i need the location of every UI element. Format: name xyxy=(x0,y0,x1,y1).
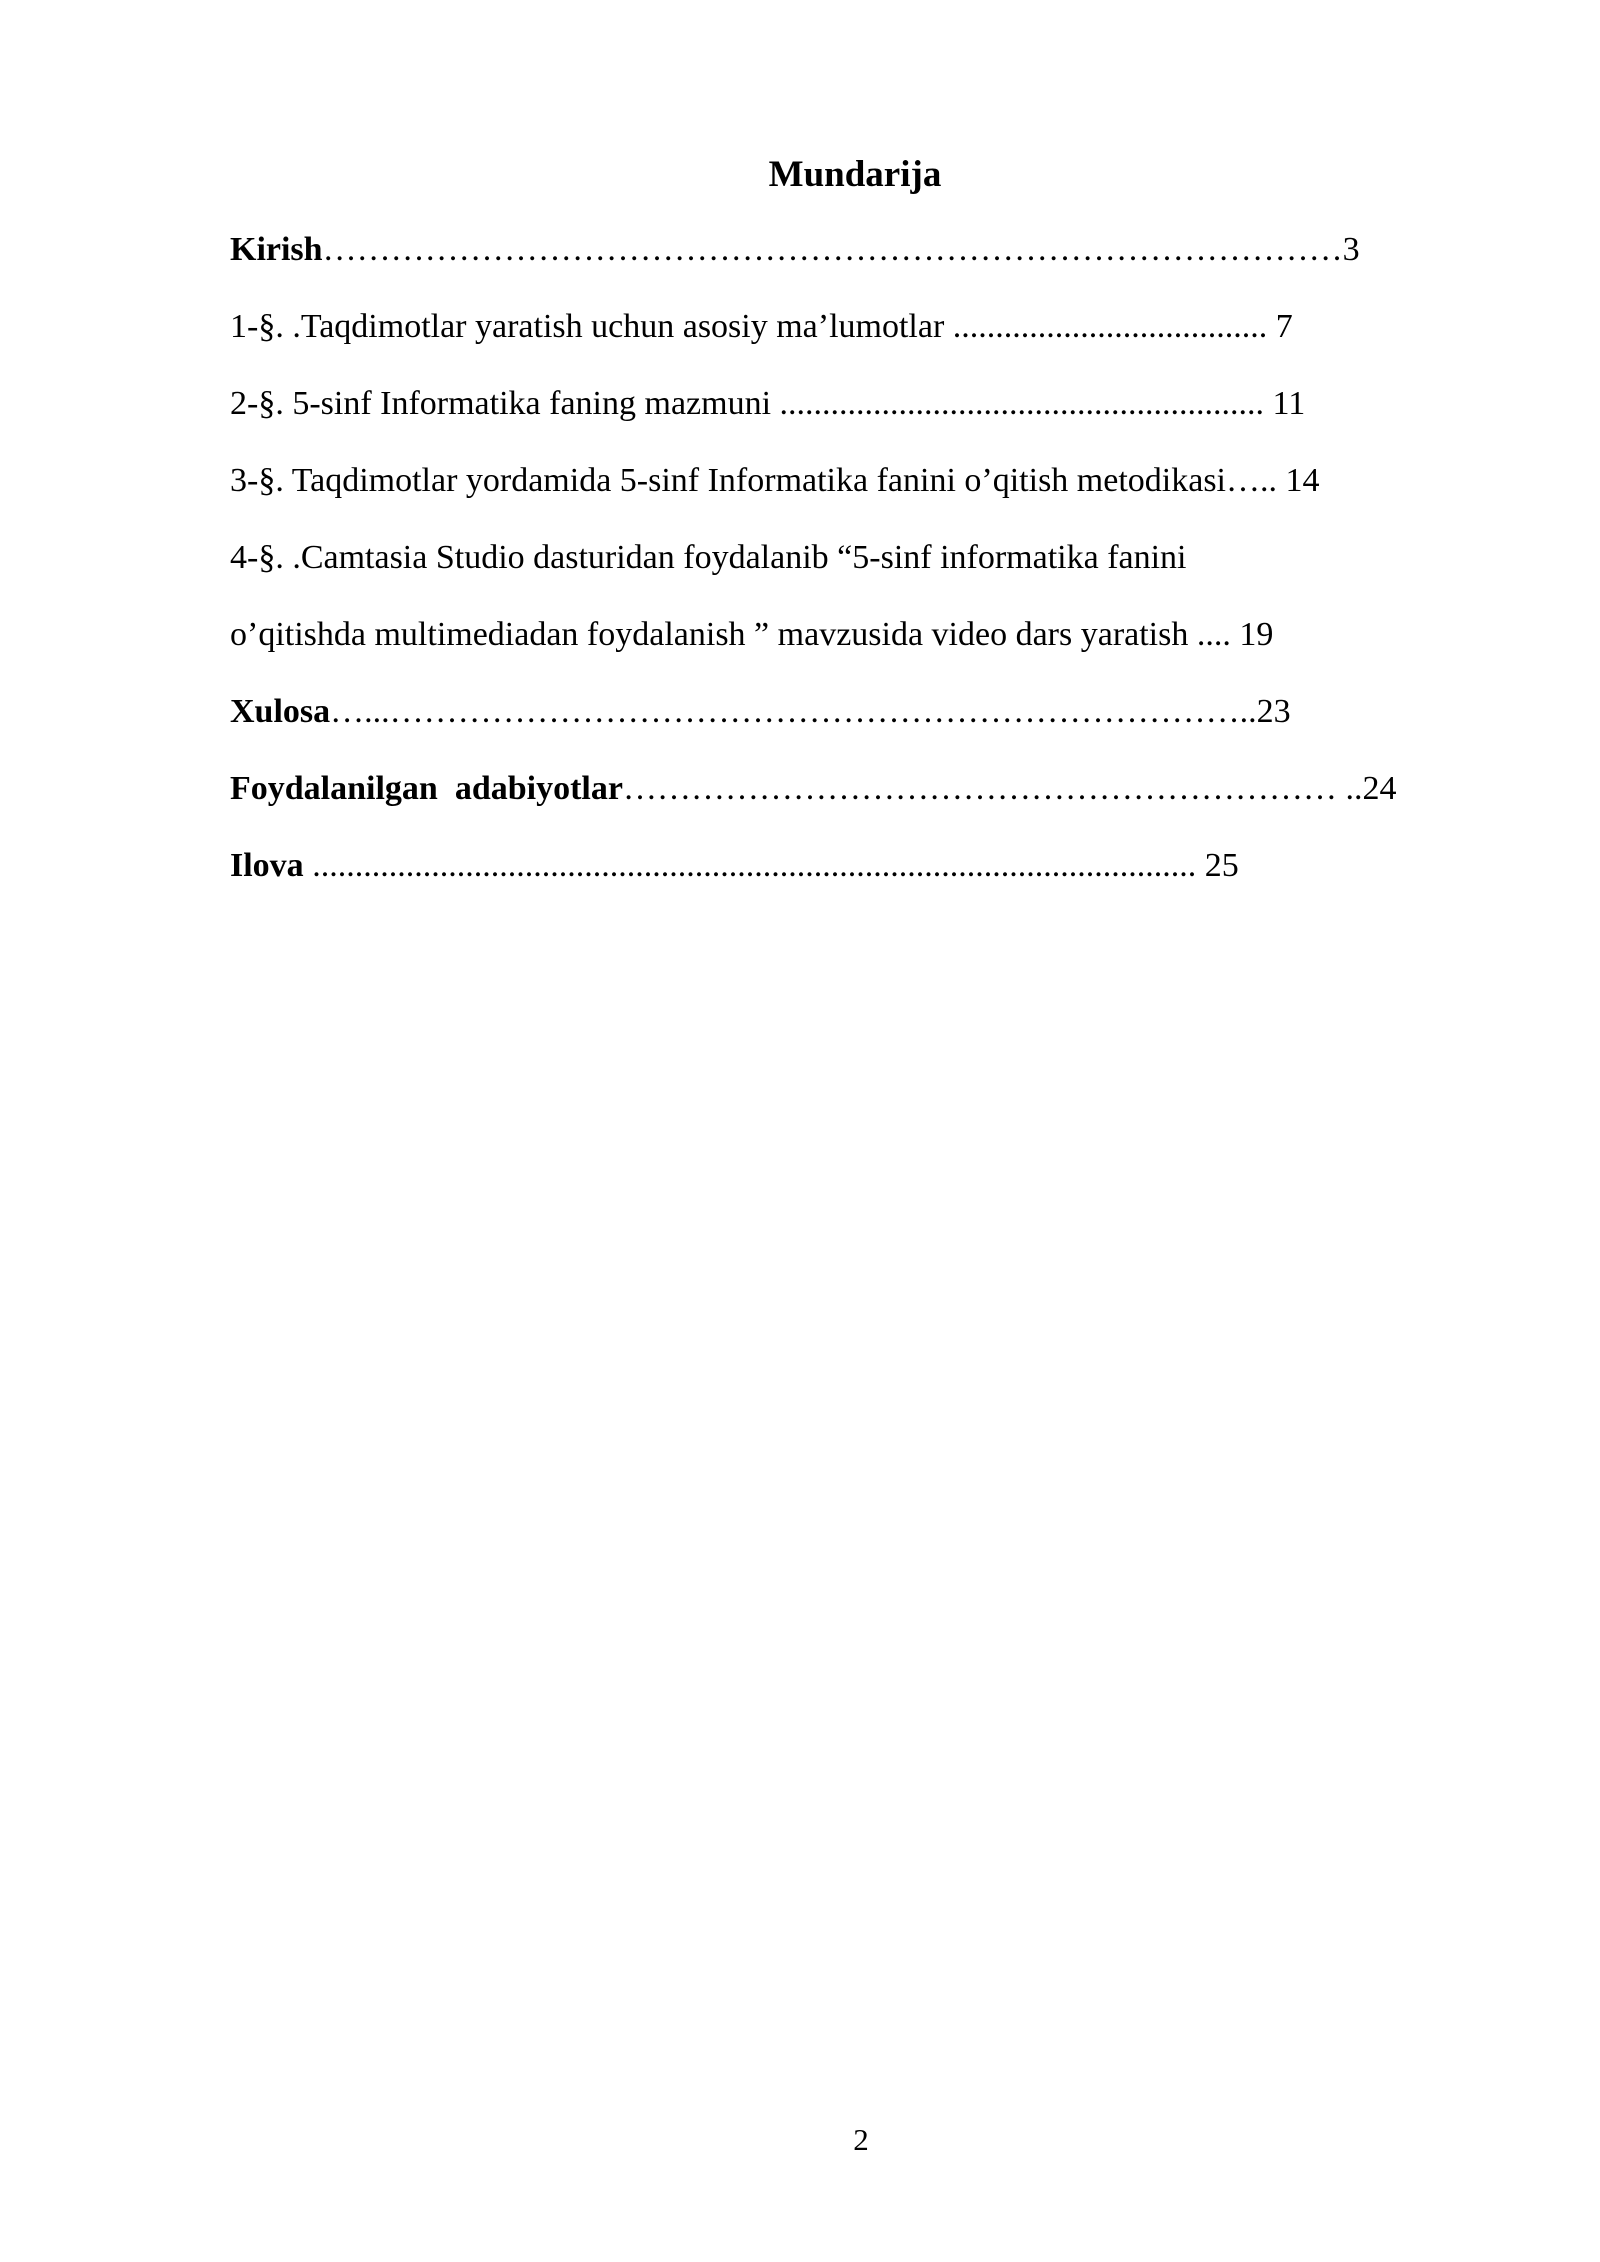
toc-entry-section-2: 2-§. 5-sinf Informatika faning mazmuni ......................................................... 11 xyxy=(230,385,1306,422)
toc-entry-leader: …...…………………………………………………………………..23 xyxy=(330,693,1291,730)
toc-entry-heading: Xulosa xyxy=(230,693,331,730)
toc-entry-foydalanilgan-adabiyotlar xyxy=(230,767,1396,811)
page-title: Mundarija xyxy=(768,154,942,195)
toc-entry-leader: ........................................................................................................ 25 xyxy=(303,847,1239,884)
toc-entry-section-3: 3-§. Taqdimotlar yordamida 5-sinf Informatika fanini o’qitish metodikasi….. 14 xyxy=(230,462,1320,499)
toc-entry-heading: Kirish xyxy=(230,231,323,268)
toc-entry-heading: Foydalanilgan adabiyotlar xyxy=(230,770,623,807)
toc-entry-section-1: 1-§. .Taqdimotlar yaratish uchun asosiy ma’lumotlar ..................................... 7 xyxy=(230,308,1293,345)
toc-entry-section-4-continuation: o’qitishda multimediadan foydalanish ” mavzusida video dars yaratish .... 19 xyxy=(230,616,1274,653)
toc-entry-kirish xyxy=(230,228,1360,272)
toc-entry-section-4: 4-§. .Camtasia Studio dasturidan foydalanib “5-sinf informatika fanini xyxy=(230,539,1187,576)
toc-entry-leader: ………………………………………………………………………………3 xyxy=(322,231,1360,268)
toc-entry-leader: ……………………………………………………… ..24 xyxy=(622,770,1397,807)
page-number: 2 xyxy=(853,2122,869,2157)
toc-entry-ilova xyxy=(230,844,1239,888)
toc-entry-heading: Ilova xyxy=(230,847,304,884)
toc-entry-xulosa xyxy=(230,690,1291,734)
